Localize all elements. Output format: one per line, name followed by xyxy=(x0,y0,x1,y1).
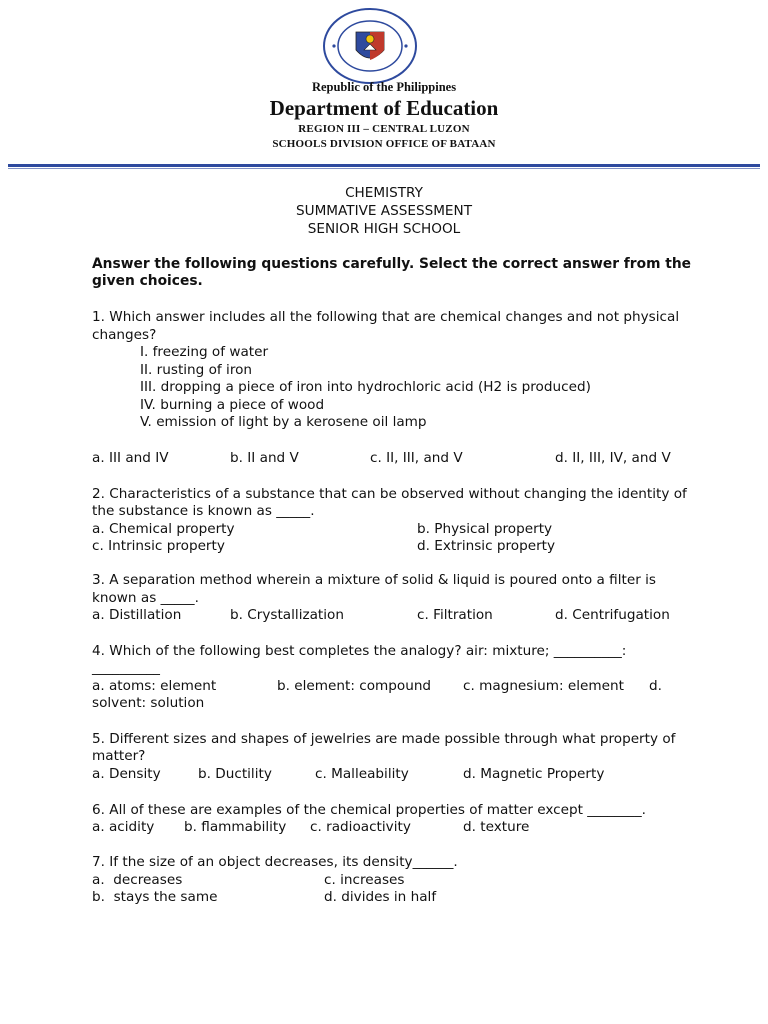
question-3-choice-c: c. Filtration xyxy=(417,607,493,623)
question-1-choice-a: a. III and IV xyxy=(92,450,169,466)
division-name: SCHOOLS DIVISION OFFICE OF BATAAN xyxy=(272,138,496,150)
question-2-choice-c: c. Intrinsic property xyxy=(92,538,225,554)
question-1-item: IV. burning a piece of wood xyxy=(140,397,325,413)
question-2-choice-d: d. Extrinsic property xyxy=(417,538,556,554)
country-name: Republic of the Philippines xyxy=(311,80,457,94)
header-divider xyxy=(8,164,760,167)
question-1-item: I. freezing of water xyxy=(140,344,269,360)
question-4-choice-a: a. atoms: element xyxy=(92,678,217,694)
deped-seal-logo xyxy=(320,6,420,86)
region-name: REGION III – CENTRAL LUZON xyxy=(298,123,470,135)
question-5-stem: 5. Different sizes and shapes of jewelries are made possible through what property of xyxy=(92,731,676,747)
question-5-choice-b: b. Ductility xyxy=(198,766,272,782)
question-6-choice-b: b. flammability xyxy=(184,819,287,835)
question-4-stem: 4. Which of the following best completes the analogy? air: mixture; __________: xyxy=(92,643,627,659)
question-1-stem: 1. Which answer includes all the following that are chemical changes and not physical xyxy=(92,309,680,325)
question-1-choice-b: b. II and V xyxy=(230,450,299,466)
question-1-item: III. dropping a piece of iron into hydrochloric acid (H2 is produced) xyxy=(140,379,591,395)
question-2-choice-a: a. Chemical property xyxy=(92,521,235,537)
question-3-choice-d: d. Centrifugation xyxy=(555,607,670,623)
question-1-choice-c: c. II, III, and V xyxy=(370,450,463,466)
question-2-stem: the substance is known as _____. xyxy=(92,503,315,519)
question-5-choice-d: d. Magnetic Property xyxy=(463,766,605,782)
question-7-stem: 7. If the size of an object decreases, its density______. xyxy=(92,854,458,870)
instructions-line: Answer the following questions carefully. Select the correct answer from the xyxy=(92,256,692,272)
question-7-choice-c: c. increases xyxy=(324,872,405,888)
level-title: SENIOR HIGH SCHOOL xyxy=(307,221,461,237)
question-6-choice-a: a. acidity xyxy=(92,819,155,835)
question-3-stem: known as _____. xyxy=(92,590,199,606)
question-1-item: V. emission of light by a kerosene oil lamp xyxy=(140,414,427,430)
assessment-title: SUMMATIVE ASSESSMENT xyxy=(296,203,472,219)
question-3-choice-b: b. Crystallization xyxy=(230,607,344,623)
question-4-stem: __________ xyxy=(92,660,160,676)
department-name: Department of Education xyxy=(269,96,499,120)
question-7-choice-a: a. decreases xyxy=(92,872,183,888)
question-4-choice-c: c. magnesium: element xyxy=(463,678,624,694)
question-1-stem: changes? xyxy=(92,327,157,343)
question-7-choice-d: d. divides in half xyxy=(324,889,437,905)
question-7-choice-b: b. stays the same xyxy=(92,889,218,905)
question-2-choice-b: b. Physical property xyxy=(417,521,553,537)
question-6-choice-d: d. texture xyxy=(463,819,530,835)
question-5-stem: matter? xyxy=(92,748,146,764)
question-3-stem: 3. A separation method wherein a mixture of solid & liquid is poured onto a filter is xyxy=(92,572,656,588)
question-1-item: II. rusting of iron xyxy=(140,362,253,378)
question-1-choice-d: d. II, III, IV, and V xyxy=(555,450,671,466)
header-divider-thin xyxy=(8,168,760,169)
question-4-choice-b: b. element: compound xyxy=(277,678,432,694)
question-5-choice-c: c. Malleability xyxy=(315,766,409,782)
question-3-choice-a: a. Distillation xyxy=(92,607,182,623)
instructions-line: given choices. xyxy=(92,273,203,289)
question-2-stem: 2. Characteristics of a substance that can be observed without changing the identity of xyxy=(92,486,687,502)
question-6-stem: 6. All of these are examples of the chemical properties of matter except ________. xyxy=(92,802,646,818)
subject-title: CHEMISTRY xyxy=(345,185,423,201)
question-5-choice-a: a. Density xyxy=(92,766,161,782)
question-4-choice-d: d. xyxy=(649,678,662,694)
question-6-choice-c: c. radioactivity xyxy=(310,819,411,835)
question-4-choice-d-text: solvent: solution xyxy=(92,695,205,711)
